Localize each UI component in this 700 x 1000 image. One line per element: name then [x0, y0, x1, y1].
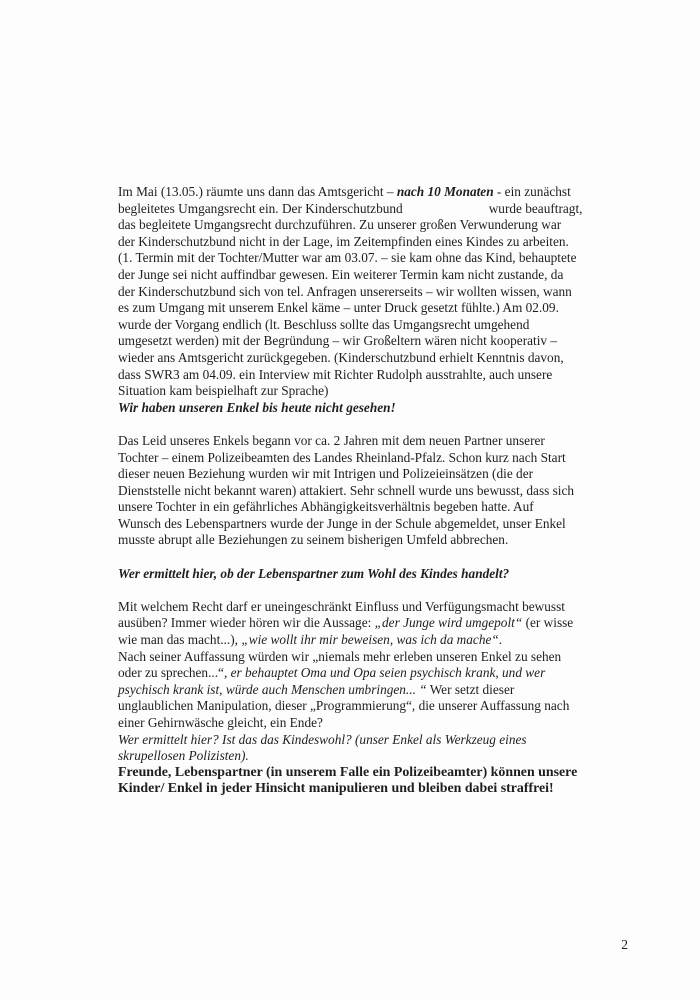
paragraph-new-partner: [118, 433, 593, 549]
text-line: (1. Termin mit der Tochter/Mutter war am 03.07. – sie kam ohne das Kind, behauptete: [118, 250, 577, 266]
text-line: das begleitete Umgangsrecht durchzuführen. Zu unserer großen Verwunderung war: [118, 217, 562, 233]
italic-line: Wer ermittelt hier? Ist das das Kindeswohl? (unser Enkel als Werkzeug eines: [118, 731, 527, 747]
text-line: Tochter – einem Polizeibeamten des Landes Rheinland-Pfalz. Schon kurz nach Start: [118, 449, 566, 465]
quote-italic: psychisch krank ist, würde auch Menschen umbringen... “: [118, 681, 427, 697]
text-line: umgesetzt werden) mit der Begründung – wir Großeltern wären nicht kooperativ –: [118, 333, 558, 349]
text-line: der Kinderschutzbund sich von tel. Anfragen unsererseits – wir wollten wissen, wann: [118, 283, 572, 299]
text-line: Nach seiner Auffassung würden wir „niemals mehr erleben unseren Enkel zu sehen: [118, 648, 562, 664]
emphasis-question: Wer ermittelt hier, ob der Lebenspartner zum Wohl des Kindes handelt?: [118, 565, 510, 581]
bold-conclusion: Freunde, Lebenspartner (in unserem Falle ein Polizeibeamter) können unsere: [118, 764, 578, 780]
text-line: ausüben? Immer wieder hören wir die Aussage: „der Junge wird umgepolt“ (er wisse: [118, 615, 574, 631]
text-line: Wunsch des Lebenspartners wurde der Junge in der Schule abgemeldet, unser Enkel: [118, 515, 566, 531]
paragraph-gap: [118, 416, 593, 433]
text-line: Das Leid unseres Enkels begann vor ca. 2 Jahren mit dem neuen Partner unserer: [118, 432, 545, 448]
text-line: der Kinderschutzbund nicht in der Lage, im Zeitempfinden eines Kindes zu arbeiten.: [118, 233, 569, 249]
paragraph-court-proceedings: [118, 184, 593, 416]
italic-line: skrupellosen Polizisten).: [118, 748, 249, 764]
text-line: psychisch krank ist, würde auch Menschen umbringen... “ Wer setzt dieser: [118, 681, 515, 697]
quote-italic: „der Junge wird umgepolt“: [374, 615, 523, 631]
text-line: Im Mai (13.05.) räumte uns dann das Amtsgericht – nach 10 Monaten - ein zunächst: [118, 184, 571, 199]
text-line: unsere Tochter in ein gefährliches Abhängigkeitsverhältnis begeben hatte. Auf: [118, 499, 534, 515]
quote-italic: er behauptet Oma und Opa seien psychisch krank, und wer: [227, 665, 546, 681]
paragraph-manipulation: [118, 599, 593, 798]
text-line: es zum Umgang mit unserem Enkel käme – unter Druck gesetzt fühlte.) Am 02.09.: [118, 300, 559, 316]
paragraph-gap: [118, 582, 593, 599]
page-number: 2: [621, 937, 628, 952]
text-line: der Junge sei nicht auffindbar gewesen. Ein weiterer Termin kam nicht zustande, da: [118, 266, 564, 282]
bold-conclusion: Kinder/ Enkel in jeder Hinsicht manipulieren und bleiben dabei straffrei!: [118, 781, 554, 797]
text-line: wieder ans Amtsgericht zurückgegeben. (Kinderschutzbund erhielt Kenntnis davon,: [118, 349, 564, 365]
text-line: begleitetes Umgangsrecht ein. Der Kinderschutzbund wurde beauftragt,: [118, 200, 583, 216]
text-line: einer Gehirnwäsche gleicht, ein Ende?: [118, 715, 323, 730]
text-line: wurde der Vorgang endlich (lt. Beschluss sollte das Umgangsrecht umgehend: [118, 316, 530, 332]
text-line: Situation kam beispielhaft zur Sprache): [118, 383, 329, 399]
emphasis-duration: nach 10 Monaten: [396, 184, 494, 199]
text-line: dass SWR3 am 04.09. ein Interview mit Richter Rudolph ausstrahlte, auch unsere: [118, 366, 553, 382]
text-line: musste abrupt alle Beziehungen zu seinem bisherigen Umfeld abbrechen.: [118, 532, 509, 548]
text-line: oder zu sprechen...“, er behauptet Oma und Opa seien psychisch krank, und wer: [118, 665, 546, 681]
quote-italic: „wie wollt ihr mir beweisen, was ich da mache“: [241, 632, 499, 648]
text-line: Dienststelle nicht bekannt waren) attakiert. Sehr schnell wurde uns bewusst, dass sich: [118, 482, 575, 498]
letter-body: [118, 184, 593, 798]
paragraph-question: [118, 566, 593, 583]
text-line: wie man das macht...), „wie wollt ihr mir beweisen, was ich da mache“.: [118, 632, 503, 648]
paragraph-gap: [118, 549, 593, 566]
text-line: dieser neuen Beziehung wurden wir mit Intrigen und Polizeieinsätzen (die der: [118, 466, 534, 482]
text-line: unglaublichen Manipulation, dieser „Programmierung“, die unserer Auffassung nach: [118, 698, 570, 714]
text-line: Mit welchem Recht darf er uneingeschränkt Einfluss und Verfügungsmacht bewusst: [118, 598, 565, 614]
emphasis-statement: Wir haben unseren Enkel bis heute nicht gesehen!: [118, 399, 396, 415]
